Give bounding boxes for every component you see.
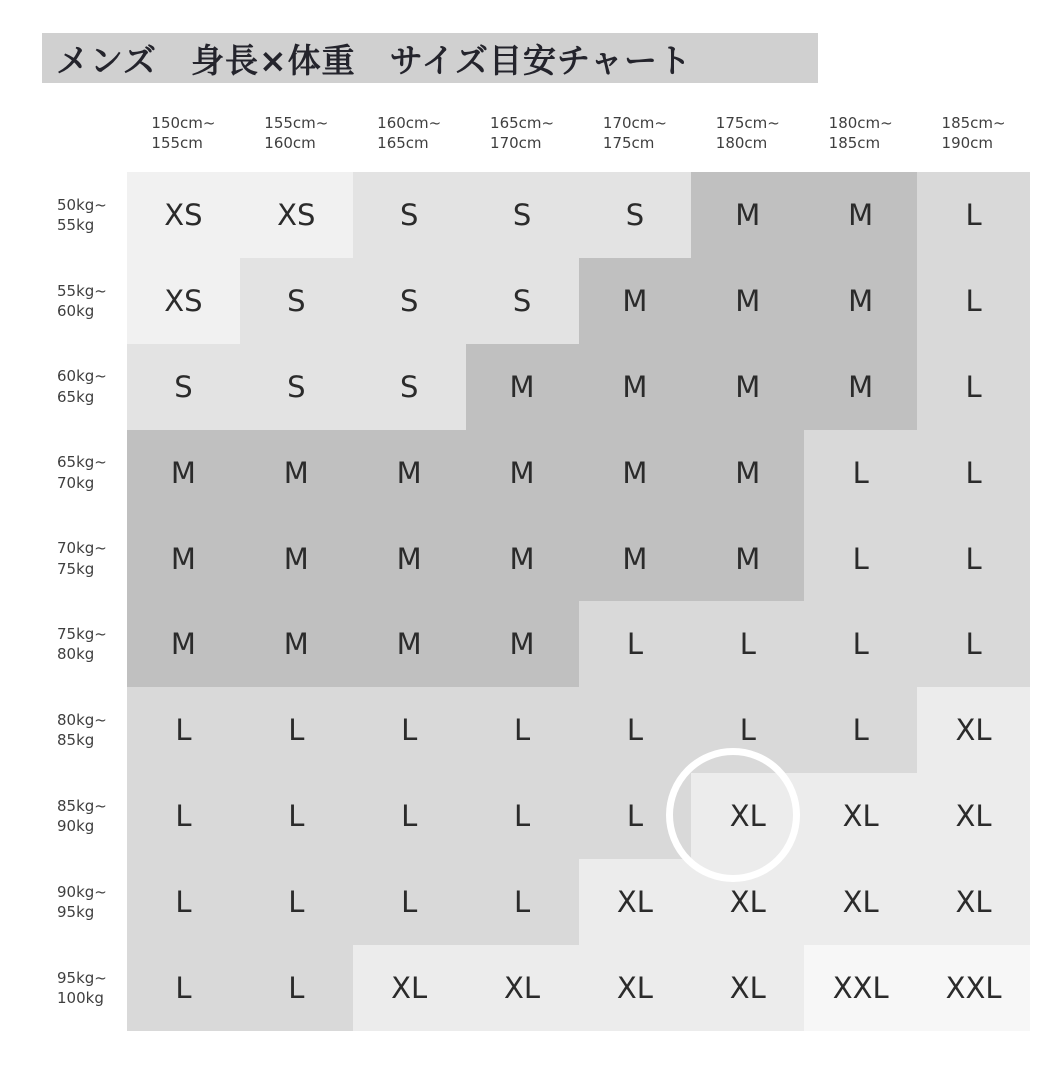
size-cell-r6-c5: L — [579, 601, 692, 687]
size-cell-r8-c7: XL — [804, 773, 917, 859]
size-cell-r3-c7: M — [804, 344, 917, 430]
size-cell-r3-c6: M — [691, 344, 804, 430]
column-header-height-6 — [691, 100, 804, 172]
size-cell-r8-c1: L — [127, 773, 240, 859]
size-cell-r8-c8: XL — [917, 773, 1030, 859]
column-header-label: 150cm~ 155cm — [151, 113, 216, 152]
size-cell-r2-c4: S — [466, 258, 579, 344]
row-header-label: 70kg~ 75kg — [57, 539, 107, 578]
column-header-label: 185cm~ 190cm — [941, 113, 1006, 152]
size-cell-r1-c8: L — [917, 172, 1030, 258]
size-cell-r2-c5: M — [579, 258, 692, 344]
size-cell-r1-c3: S — [353, 172, 466, 258]
size-cell-r5-c6: M — [691, 516, 804, 602]
size-cell-r1-c7: M — [804, 172, 917, 258]
size-cell-r7-c6: L — [691, 687, 804, 773]
size-cell-r2-c8: L — [917, 258, 1030, 344]
size-cell-r10-c2: L — [240, 945, 353, 1031]
column-header-height-4 — [466, 100, 579, 172]
size-cell-r10-c3: XL — [353, 945, 466, 1031]
size-cell-r1-c2: XS — [240, 172, 353, 258]
size-cell-r7-c7: L — [804, 687, 917, 773]
size-cell-r6-c6: L — [691, 601, 804, 687]
size-cell-r9-c1: L — [127, 859, 240, 945]
size-cell-r6-c2: M — [240, 601, 353, 687]
size-cell-r4-c5: M — [579, 430, 692, 516]
size-cell-r4-c4: M — [466, 430, 579, 516]
row-header-label: 90kg~ 95kg — [57, 882, 107, 922]
size-cell-r10-c6: XL — [691, 945, 804, 1031]
row-header-weight-4 — [45, 430, 127, 516]
size-cell-r5-c7: L — [804, 516, 917, 602]
size-cell-r1-c4: S — [466, 172, 579, 258]
size-cell-r6-c1: M — [127, 601, 240, 687]
size-cell-r6-c3: M — [353, 601, 466, 687]
size-cell-r1-c5: S — [579, 172, 692, 258]
row-header-label: 60kg~ 65kg — [57, 367, 107, 406]
size-cell-r7-c2: L — [240, 687, 353, 773]
size-cell-r3-c8: L — [917, 344, 1030, 430]
size-cell-r8-c6: XL — [691, 773, 804, 859]
size-cell-r7-c8: XL — [917, 687, 1030, 773]
size-cell-r5-c5: M — [579, 516, 692, 602]
size-cell-r6-c4: M — [466, 601, 579, 687]
size-cell-r5-c8: L — [917, 516, 1030, 602]
size-cell-r2-c3: S — [353, 258, 466, 344]
row-header-weight-6 — [45, 601, 127, 687]
column-header-label: 175cm~ 180cm — [715, 113, 780, 152]
row-header-weight-9 — [45, 859, 127, 945]
size-cell-r1-c6: M — [691, 172, 804, 258]
size-cell-r10-c5: XL — [579, 945, 692, 1031]
size-cell-r10-c7: XXL — [804, 945, 917, 1031]
size-cell-r10-c4: XL — [466, 945, 579, 1031]
row-header-weight-7 — [45, 687, 127, 773]
size-cell-r7-c1: L — [127, 687, 240, 773]
row-header-label: 65kg~ 70kg — [57, 453, 107, 492]
column-header-label: 155cm~ 160cm — [264, 113, 329, 152]
column-header-label: 165cm~ 170cm — [490, 113, 555, 152]
size-cell-r10-c8: XXL — [917, 945, 1030, 1031]
size-cell-r4-c8: L — [917, 430, 1030, 516]
column-header-height-8 — [917, 100, 1030, 172]
size-cell-r6-c8: L — [917, 601, 1030, 687]
size-cell-r2-c2: S — [240, 258, 353, 344]
row-header-weight-8 — [45, 773, 127, 859]
size-cell-r5-c2: M — [240, 516, 353, 602]
size-cell-r8-c3: L — [353, 773, 466, 859]
row-header-label: 80kg~ 85kg — [57, 711, 107, 750]
size-cell-r1-c1: XS — [127, 172, 240, 258]
size-cell-r9-c7: XL — [804, 859, 917, 945]
size-cell-r9-c6: XL — [691, 859, 804, 945]
row-header-label: 55kg~ 60kg — [57, 281, 107, 320]
column-header-height-1 — [127, 100, 240, 172]
size-cell-r2-c1: XS — [127, 258, 240, 344]
size-cell-r4-c6: M — [691, 430, 804, 516]
column-header-height-2 — [240, 100, 353, 172]
size-cell-r5-c4: M — [466, 516, 579, 602]
size-cell-r9-c3: L — [353, 859, 466, 945]
size-cell-r4-c7: L — [804, 430, 917, 516]
row-header-weight-2 — [45, 258, 127, 344]
size-cell-r2-c7: M — [804, 258, 917, 344]
size-cell-r7-c5: L — [579, 687, 692, 773]
column-header-height-5 — [579, 100, 692, 172]
column-header-label: 170cm~ 175cm — [602, 113, 667, 152]
row-header-weight-3 — [45, 344, 127, 430]
page-title: メンズ 身長×体重 サイズ目安チャート — [42, 33, 818, 83]
size-cell-r5-c3: M — [353, 516, 466, 602]
column-header-label: 160cm~ 165cm — [377, 113, 442, 152]
size-cell-r8-c2: L — [240, 773, 353, 859]
size-chart-grid — [45, 100, 1030, 1031]
size-cell-r9-c5: XL — [579, 859, 692, 945]
row-header-label: 50kg~ 55kg — [57, 195, 107, 234]
column-header-height-3 — [353, 100, 466, 172]
size-cell-r9-c2: L — [240, 859, 353, 945]
row-header-weight-5 — [45, 516, 127, 602]
size-cell-r3-c4: M — [466, 344, 579, 430]
size-cell-r6-c7: L — [804, 601, 917, 687]
size-cell-r4-c1: M — [127, 430, 240, 516]
size-cell-r4-c2: M — [240, 430, 353, 516]
size-cell-r7-c3: L — [353, 687, 466, 773]
size-cell-r7-c4: L — [466, 687, 579, 773]
grid-corner-spacer — [45, 100, 127, 172]
row-header-label: 95kg~ 100kg — [57, 968, 107, 1007]
row-header-weight-10 — [45, 945, 127, 1031]
size-cell-r8-c4: L — [466, 773, 579, 859]
size-cell-r4-c3: M — [353, 430, 466, 516]
size-cell-r3-c1: S — [127, 344, 240, 430]
size-cell-r8-c5: L — [579, 773, 692, 859]
row-header-label: 75kg~ 80kg — [57, 625, 107, 664]
size-cell-r5-c1: M — [127, 516, 240, 602]
size-cell-r2-c6: M — [691, 258, 804, 344]
size-cell-r3-c2: S — [240, 344, 353, 430]
size-cell-r9-c4: L — [466, 859, 579, 945]
row-header-weight-1 — [45, 172, 127, 258]
size-cell-r3-c5: M — [579, 344, 692, 430]
size-cell-r3-c3: S — [353, 344, 466, 430]
size-cell-r10-c1: L — [127, 945, 240, 1031]
column-header-height-7 — [804, 100, 917, 172]
column-header-label: 180cm~ 185cm — [828, 113, 893, 152]
row-header-label: 85kg~ 90kg — [57, 796, 107, 836]
size-cell-r9-c8: XL — [917, 859, 1030, 945]
